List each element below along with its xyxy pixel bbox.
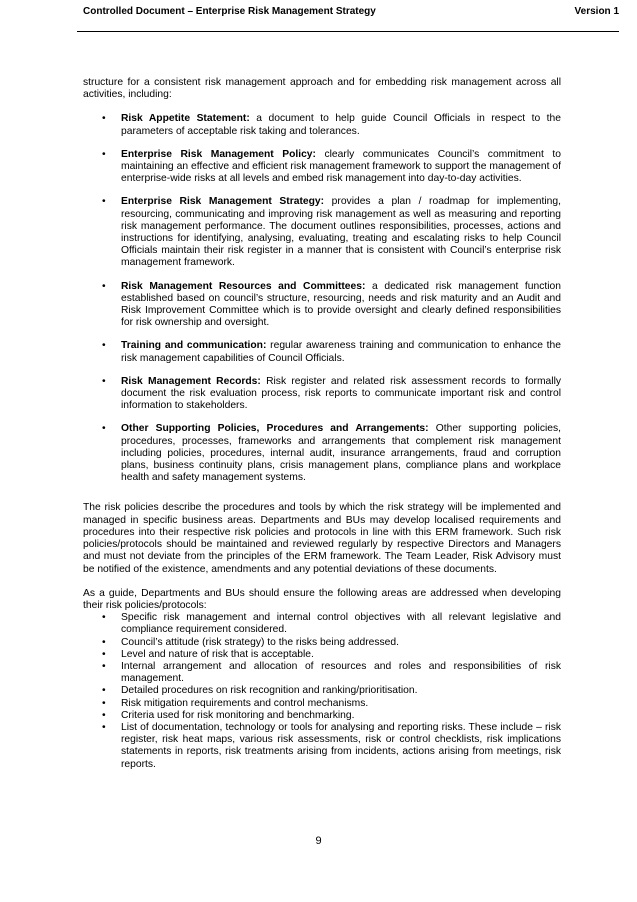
intro-paragraph: structure for a consistent risk management approach and for embedding risk management across all activities, including:: [83, 77, 561, 101]
list-item-term: Training and communication:: [121, 340, 267, 352]
list-item-term: Other Supporting Policies, Procedures and Arrangements:: [121, 423, 429, 435]
list-item: [83, 149, 561, 186]
list-item-text: clearly communicates Council’s commitment to maintaining an effective and efficient risk management framework to support the management of enterprise-wide risks at all levels and embed risk management into day-to-day activities.: [121, 148, 561, 185]
framework-components-list: [83, 113, 561, 484]
header-title: Controlled Document – Enterprise Risk Management Strategy: [83, 6, 376, 17]
list-item-text: a document to help guide Council Officials in respect to the parameters of acceptable risk taking and tolerances.: [121, 113, 561, 137]
list-item-term: Risk Appetite Statement:: [121, 113, 250, 125]
list-item: [83, 281, 561, 330]
risk-policies-paragraph: The risk policies describe the procedures and tools by which the risk strategy will be implemented and managed in specific business areas. Departments and BUs may develop localised requirements and procedures into their respective risk policies and protocols in line with this ERM framework. Such risk policies/protocols should be maintained and reviewed regularly by respective Directors and Managers and must not deviate from the principles of the ERM framework. The Team Leader, Risk Advisory must be notified of the existence, amendments and any potential deviations of these documents.: [83, 502, 561, 575]
list-item-term: Enterprise Risk Management Policy:: [121, 148, 316, 160]
list-item-term: Risk Management Records:: [121, 375, 261, 387]
list-item: [83, 113, 561, 137]
list-item: • Detailed procedures on risk recognition and ranking/prioritisation.: [83, 685, 561, 697]
list-item: • Level and nature of risk that is acceptable.: [83, 649, 561, 661]
list-item-text: a dedicated risk management function established based on council’s structure, resourcing, needs and risk maturity and an Audit and Risk Improvement Committee which is to provide oversight and clearly defined responsibilities for risk ownership and oversight.: [121, 280, 561, 329]
page-header: [83, 6, 619, 20]
list-item-text: Risk register and related risk assessment records to formally document the risk evaluation process, risk reports to communicate important risk and control information to stakeholders.: [121, 375, 562, 412]
page-number: 9: [315, 835, 322, 847]
list-item: • Council’s attitude (risk strategy) to the risks being addressed.: [83, 637, 561, 649]
list-item-text: regular awareness training and communication to enhance the risk management capabilities of Council Officials.: [121, 340, 561, 364]
list-item: [83, 376, 561, 413]
list-item: [83, 423, 561, 484]
list-item-term: Enterprise Risk Management Strategy:: [121, 196, 325, 208]
list-item-text: Other supporting policies, procedures, processes, frameworks and arrangements that complement risk management including policies, procedures, internal audit, insurance arrangements, fraud and corruption plans, business continuity plans, crisis management plans, compliance plans and workplace health and safety management systems.: [121, 423, 561, 484]
list-item: • List of documentation, technology or tools for analysing and reporting risks. These include – risk register, risk heat maps, various risk assessments, risk or control checklists, risk implications statements in reports, risk treatments arising from incidents, actions arising from meetings, risk reports.: [83, 722, 561, 771]
policy-areas-list: [83, 612, 561, 771]
list-item: • Criteria used for risk monitoring and benchmarking.: [83, 710, 561, 722]
list-item: [83, 196, 561, 269]
document-body: [83, 77, 561, 771]
list-item: • Risk mitigation requirements and control mechanisms.: [83, 698, 561, 710]
guide-intro-paragraph: As a guide, Departments and BUs should ensure the following areas are addressed when developing their risk policies/protocols:: [83, 587, 561, 611]
header-version: Version 1: [574, 6, 619, 17]
list-item: [83, 340, 561, 364]
list-item: • Specific risk management and internal control objectives with all relevant legislative and compliance requirement considered.: [83, 612, 561, 636]
list-item: • Internal arrangement and allocation of resources and roles and responsibilities of risk management.: [83, 661, 561, 685]
list-item-term: Risk Management Resources and Committees:: [121, 280, 366, 292]
header-rule: [77, 31, 619, 32]
list-item-text: provides a plan / roadmap for implementing, resourcing, communicating and improving risk management as well as measuring and reporting risk management performance. The document outlines responsibilities, processes, actions and instructions for identifying, analysing, evaluating, treating and escalating risks to help Council Officials maintain their risk register in a manner that is consistent with Council’s enterprise risk management framework.: [121, 196, 561, 269]
